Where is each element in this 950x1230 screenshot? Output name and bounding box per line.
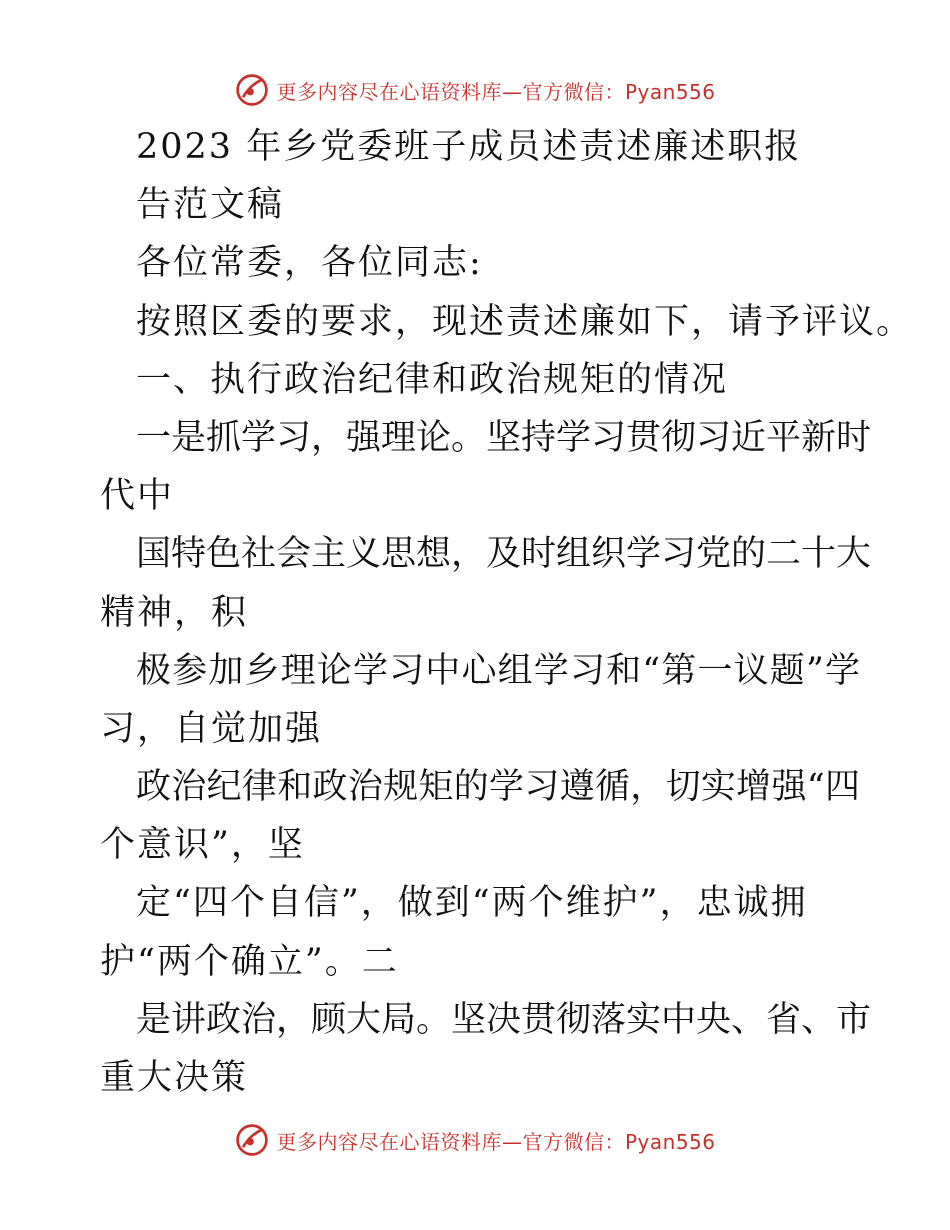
logo-icon xyxy=(234,1122,270,1158)
paragraph-line: 代中 xyxy=(100,476,175,517)
banner-wechat-label: 官方微信： xyxy=(522,79,625,104)
section-heading: 一、执行政治纪律和政治规矩的情况 xyxy=(136,359,729,400)
paragraph-line: 国特色社会主义思想，及时组织学习党的二十大 xyxy=(136,534,872,575)
banner-wechat-id: Pyan556 xyxy=(624,79,716,104)
paragraph-line: 是讲政治，顾大局。坚决贯彻落实中央、省、市 xyxy=(136,999,872,1040)
paragraph-line: 极参加乡理论学习中心组学习和“第一议题”学 xyxy=(136,650,860,691)
logo-icon xyxy=(234,72,270,108)
banner-title: 更多内容尽在心语资料库 xyxy=(276,1129,502,1154)
doc-title-line-1: 2023 年乡党委班子成员述责述廉述职报 xyxy=(136,127,802,167)
paragraph-line: 按照区委的要求，现述责述廉如下，请予评议。 xyxy=(136,301,914,342)
paragraph-line: 精神，积 xyxy=(100,592,249,633)
paragraph-line: 政治纪律和政治规矩的学习遵循，切实增强“四 xyxy=(136,767,860,808)
banner-separator: — xyxy=(501,1129,523,1154)
banner-text xyxy=(276,1126,715,1155)
header-banner xyxy=(0,70,950,110)
paragraph-line: 重大决策 xyxy=(100,1058,249,1098)
banner-separator: — xyxy=(501,79,523,104)
paragraph-line: 护“两个确立”。二 xyxy=(100,941,399,982)
footer-banner xyxy=(0,1120,950,1160)
document-body xyxy=(100,118,914,1107)
paragraph-line: 定“四个自信”，做到“两个维护”，忠诚拥 xyxy=(136,883,808,924)
doc-title-line-2: 告范文稿 xyxy=(136,185,285,226)
paragraph-line: 一是抓学习，强理论。坚持学习贯彻习近平新时 xyxy=(136,417,872,458)
paragraph-line: 习，自觉加强 xyxy=(100,708,323,749)
banner-wechat-label: 官方微信： xyxy=(522,1129,625,1154)
paragraph-line: 个意识”，坚 xyxy=(100,825,305,866)
banner-text xyxy=(276,76,715,105)
salutation: 各位常委，各位同志: xyxy=(136,243,483,284)
banner-wechat-id: Pyan556 xyxy=(624,1129,716,1154)
banner-title: 更多内容尽在心语资料库 xyxy=(276,79,502,104)
